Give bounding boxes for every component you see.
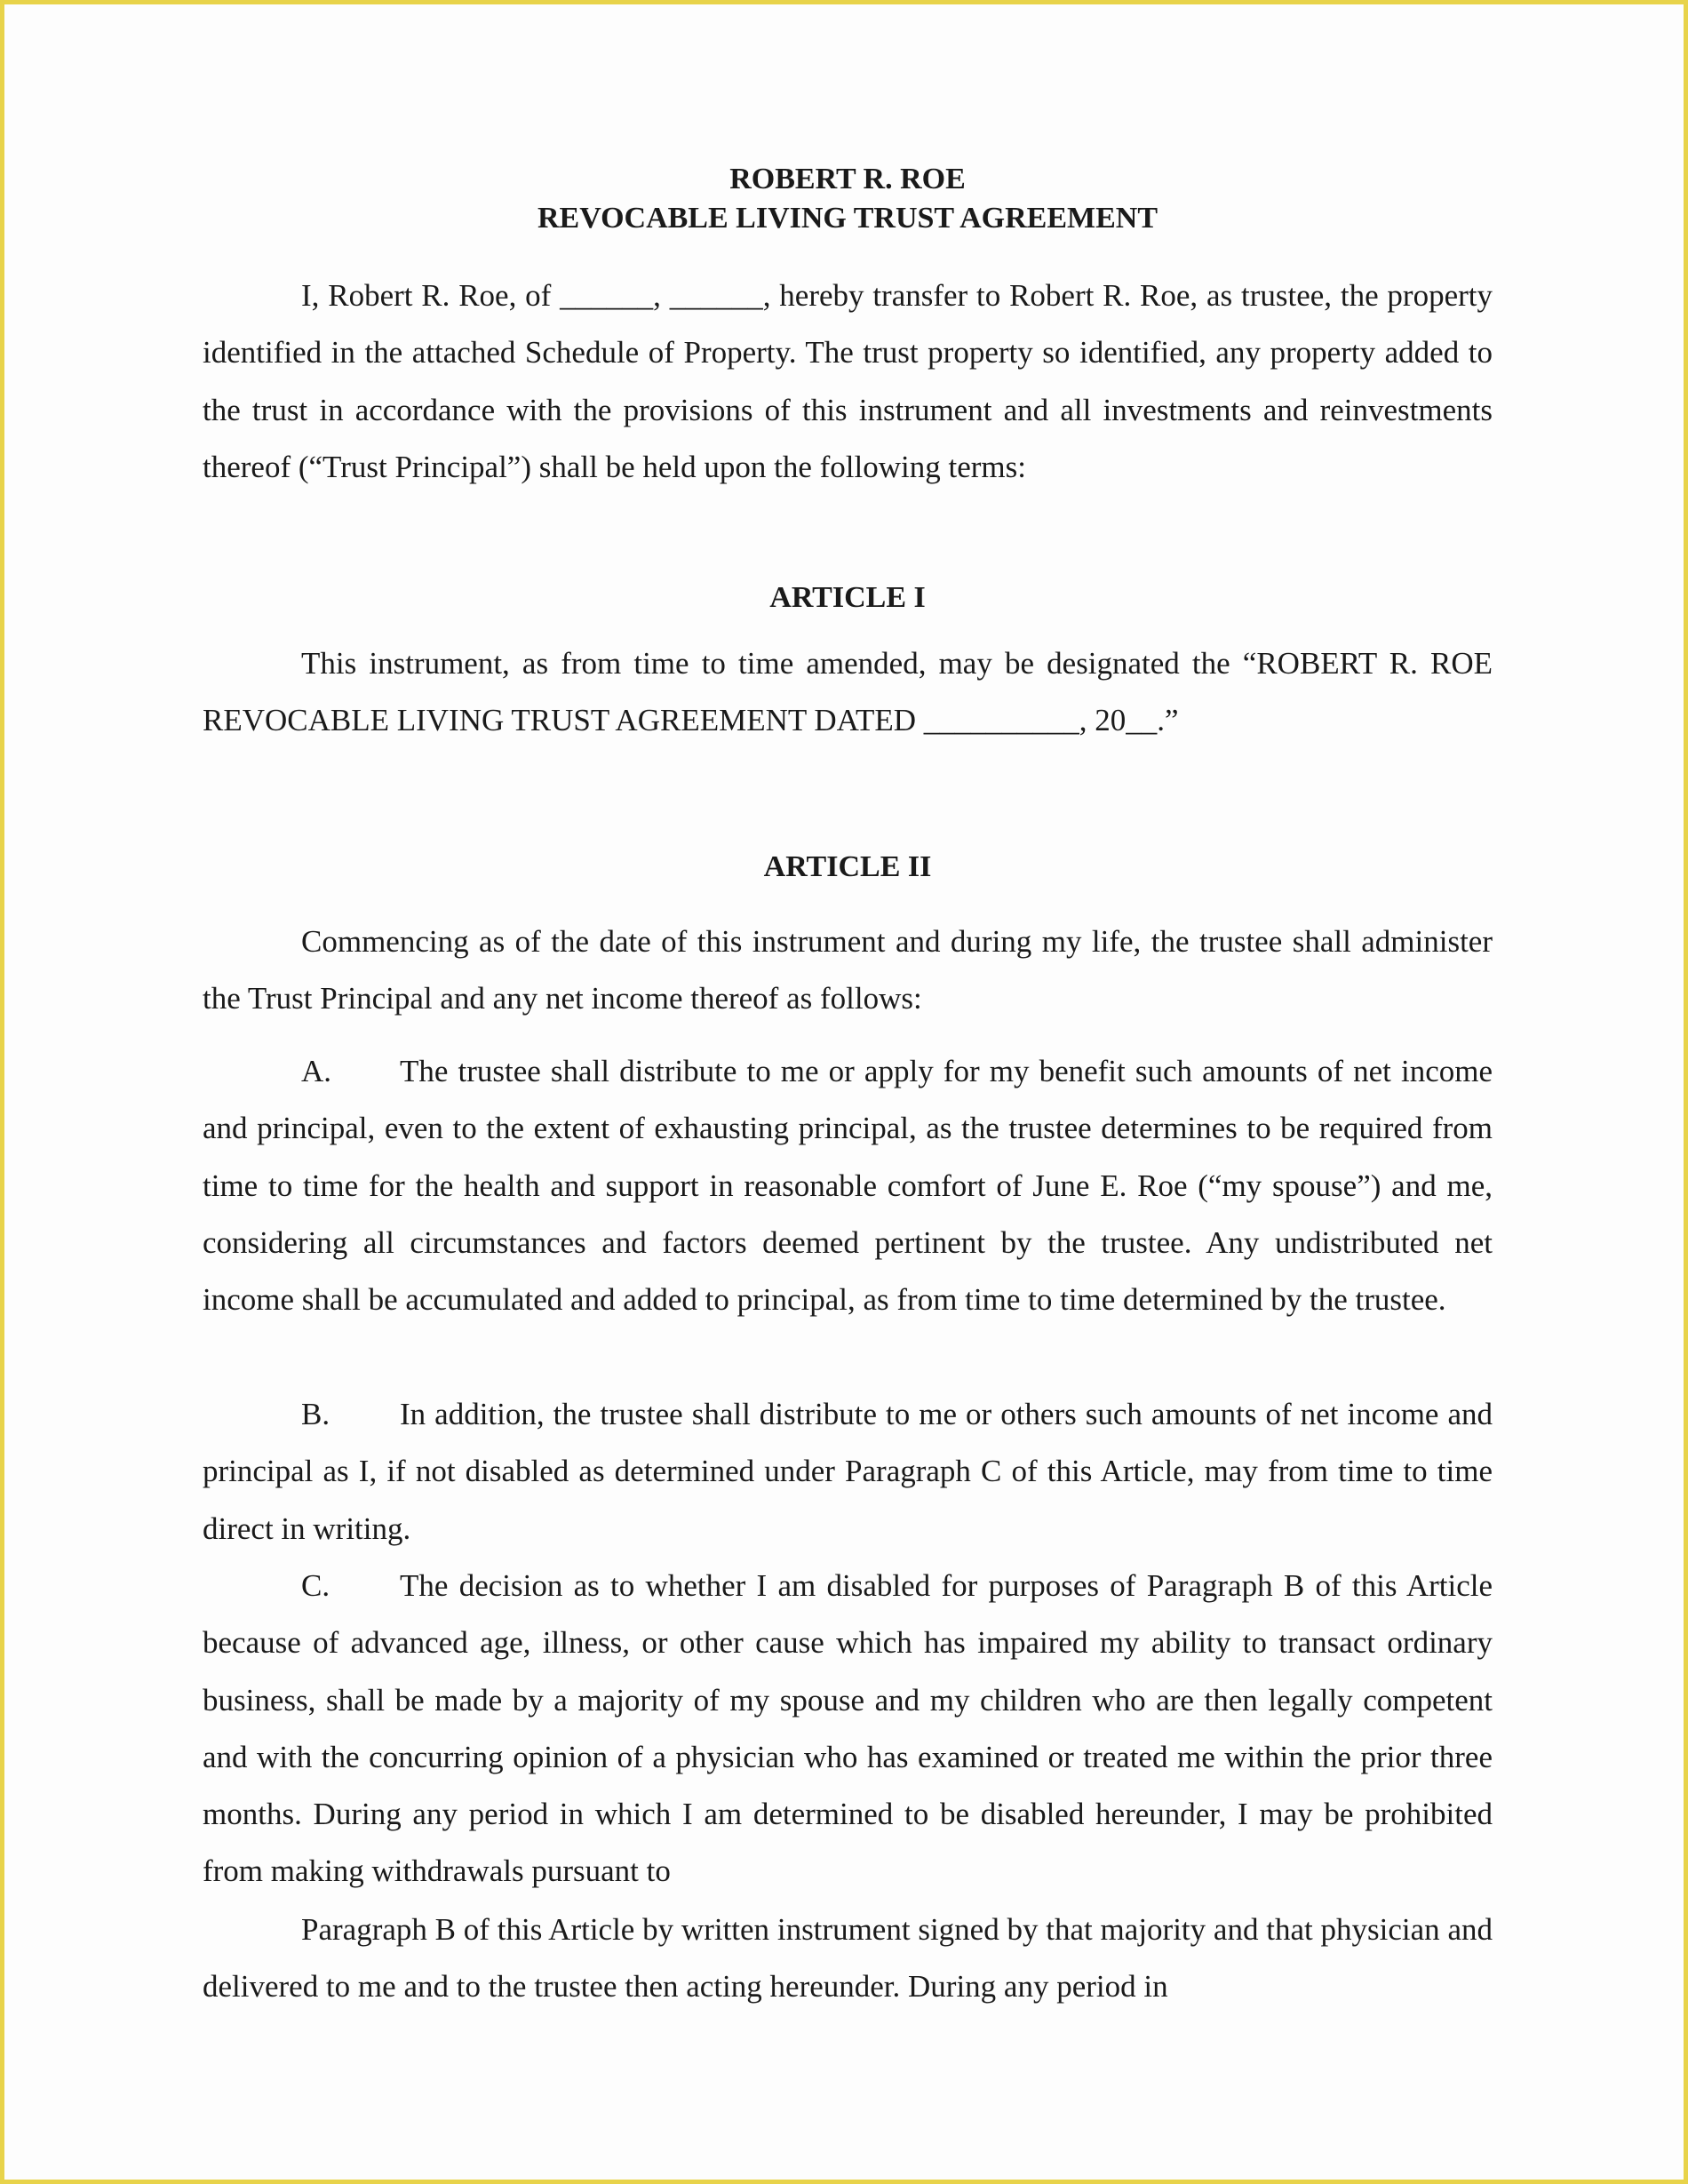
article-2-heading: ARTICLE II	[763, 850, 932, 883]
document-page	[4, 4, 1684, 2180]
paragraph-b-label: B.	[301, 1397, 330, 1431]
document-title	[203, 160, 1493, 238]
paragraph-c-continuation: Paragraph B of this Article by written instrument signed by that majority and that physician and delivered to me and to the trustee then acting hereunder. During any period in	[203, 1912, 1493, 2005]
paragraph-c	[203, 1558, 1493, 1901]
paragraph-a-text: The trustee shall distribute to me or apply for my benefit such amounts of net income and principal, even to the extent of exhausting principal, as the trustee determines to be required from time to time for the health and support in reasonable comfort of June E. Roe (“my spouse”) and me, considering all circumstances and factors deemed pertinent by the trustee. Any undistributed net income shall be accumulated and added to principal, as from time to time determined by the trustee.	[203, 1054, 1493, 1318]
intro-paragraph: I, Robert R. Roe, of ______, ______, hereby transfer to Robert R. Roe, as trustee, the property identified in the attached Schedule of Property. The trust property so identified, any property added to the trust in accordance with the provisions of this instrument and all investments and reinvestments thereof (“Trust Principal”) shall be held upon the following terms:	[203, 278, 1493, 484]
title-name: ROBERT R. ROE	[729, 163, 966, 195]
paragraph-c-text: The decision as to whether I am disabled for purposes of Paragraph B of this Article because of advanced age, illness, or other cause which has impaired my ability to transact ordinary business, shall be made by a majority of my spouse and my children who are then legally competent and with the concurring opinion of a physician who has examined or treated me within the prior three months. During any period in which I am determined to be disabled hereunder, I may be prohibited from making withdrawals pursuant to	[203, 1568, 1493, 1889]
paragraph-b	[203, 1386, 1493, 1558]
paragraph-a-label: A.	[301, 1054, 332, 1088]
paragraph-c-label: C.	[301, 1568, 330, 1603]
article-1-heading: ARTICLE I	[769, 581, 926, 614]
paragraph-b-text: In addition, the trustee shall distribute to me or others such amounts of net income and principal as I, if not disabled as determined under Paragraph C of this Article, may from time to time direct in writing.	[203, 1397, 1493, 1546]
article-1-text: This instrument, as from time to time amended, may be designated the “ROBERT R. ROE REVOCABLE LIVING TRUST AGREEMENT DATED __________, 20__.”	[203, 646, 1493, 738]
paragraph-a	[203, 1043, 1493, 1328]
article-2-intro: Commencing as of the date of this instrument and during my life, the trustee shall administer the Trust Principal and any net income thereof as follows:	[203, 924, 1493, 1016]
title-agreement: REVOCABLE LIVING TRUST AGREEMENT	[537, 202, 1159, 235]
